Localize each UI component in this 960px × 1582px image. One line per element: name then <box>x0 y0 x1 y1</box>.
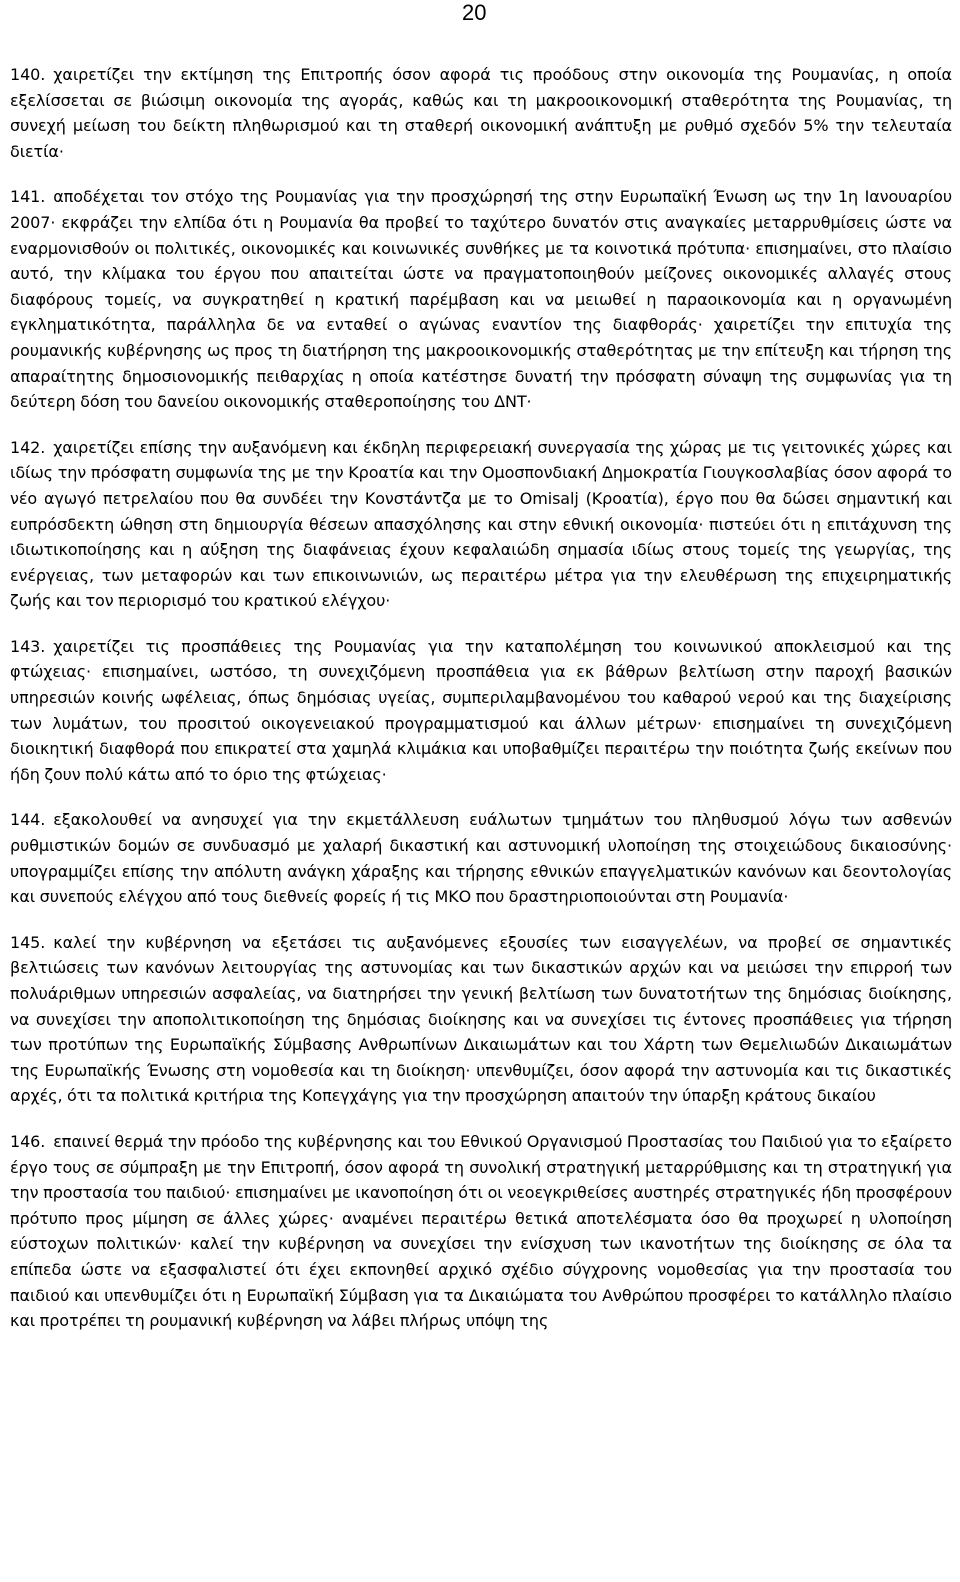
paragraph-144 <box>10 807 952 909</box>
paragraph-number: 140. <box>10 65 46 84</box>
page-number: 20 <box>462 0 487 25</box>
paragraph-text: καλεί την κυβέρνηση να εξετάσει τις αυξανόμενες εξουσίες των εισαγγελέων, να προβεί σε σημαντικές βελτιώσεις των κανόνων λειτουργίας της αστυνομίας και των δικαστικών αρχών και να μειώσει την επιρροή των πολυάριθμων υπηρεσιών ασφαλείας, να διατηρήσει την γενική βελτίωση των δυνατοτήτων της δημόσιας διοίκησης, να συνεχίσει την αποπολιτικοποίηση της δημόσιας διοίκησης και να συνεχίσει τις έντονες προσπάθειες για τήρηση των προτύπων της Ευρωπαϊκής Σύμβασης Ανθρωπίνων Δικαιωμάτων και του Χάρτη των Θεμελιωδών Δικαιωμάτων της Ευρωπαϊκής Ένωσης στη νομοθεσία και τη διοίκηση· υπενθυμίζει, όσον αφορά την αστυνομία και τις δικαστικές αρχές, ότι τα πολιτικά κριτήρια της Κοπεγχάγης για την προσχώρηση απαιτούν την ύπαρξη κράτους δικαίου <box>10 932 952 1106</box>
paragraph-text: εξακολουθεί να ανησυχεί για την εκμετάλλευση ευάλωτων τμημάτων του πληθυσμού λόγω των ασθενών ρυθμιστικών δομών σε συνδυασμό με χαλαρή δικαστική και αστυνομική υλοποίηση της στοιχειώδους δικαιοσύνης· υπογραμμίζει επίσης την απόλυτη ανάγκη χάραξης και τήρησης εθνικών επαγγελματικών κανόνων και δεοντολογίας και συνεπούς ελέγχου από τους διεθνείς φορείς ή τις ΜΚΟ που δραστηριοποιούνται στη Ρουμανία· <box>10 810 952 907</box>
paragraph-text: επαινεί θερμά την πρόοδο της κυβέρνησης και του Εθνικού Οργανισμού Προστασίας του Παιδιού για το εξαίρετο έργο τους σε σύμπραξη με την Επιτροπή, όσον αφορά τη συνολική στρατηγική μεταρρύθμισης και τη στρατηγική για την προστασία του παιδιού· επισημαίνει με ικανοποίηση ότι οι νεοεγκριθείσες αυστηρές στρατηγικές ήδη προσφέρουν πρότυπο προς μίμηση σε άλλες χώρες· αναμένει περαιτέρω θετικά αποτελέσματα όσο θα προχωρεί η υλοποίηση εύστοχων πολιτικών· καλεί την κυβέρνηση να συνεχίσει την ενίσχυση των ικανοτήτων της διοίκησης σε όλα τα επίπεδα ώστε να εξασφαλιστεί ότι έχει εκπονηθεί αρχικό σχέδιο σύγχρονης νομοθεσίας για την προστασία του παιδιού και υπενθυμίζει ότι η Ευρωπαϊκή Σύμβαση για τα Δικαιώματα του Ανθρώπου προσφέρει το κατάλληλο πλαίσιο και προτρέπει τη ρουμανική κυβέρνηση να λάβει πλήρως υπόψη της <box>10 1131 952 1331</box>
paragraph-143 <box>10 634 952 788</box>
paragraph-140 <box>10 62 952 164</box>
paragraph-number: 144. <box>10 810 46 830</box>
paragraph-text: χαιρετίζει την εκτίμηση της Επιτροπής όσον αφορά τις προόδους στην οικονομία της Ρουμανίας, η οποία εξελίσσεται σε βιώσιμη οικονομία της αγοράς, καθώς και τη μακροοικονομική σταθερότητα της Ρουμανίας, τη συνεχή μείωση του δείκτη πληθωρισμού και τη σταθερή οικονομική ανάπτυξη με ρυθμό σχεδόν 5% την τελευταία διετία· <box>10 65 952 161</box>
paragraph-number: 142. <box>10 437 46 457</box>
paragraph-number: 141. <box>10 187 46 207</box>
paragraph-text: χαιρετίζει τις προσπάθειες της Ρουμανίας για την καταπολέμηση του κοινωνικού αποκλεισμού και της φτώχειας· επισημαίνει, ωστόσο, τη συνεχιζόμενη προσπάθεια για εκ βάθρων βελτίωση στην παροχή βασικών υπηρεσιών κοινής ωφέλειας, όπως δημόσιας υγείας, συμπεριλαμβανομένου του καθαρού νερού και της διαχείρισης των λυμάτων, του προσιτού οικογενειακού προγραμματισμού και άλλων μέτρων· επισημαίνει τη συνεχιζόμενη διοικητική διαφθορά που επικρατεί στα χαμηλά κλιμάκια και υποβαθμίζει περαιτέρω την ποιότητα ζωής εκείνων που ήδη ζουν πολύ κάτω από το όριο της φτώχειας· <box>10 636 952 784</box>
paragraph-145 <box>10 930 952 1109</box>
paragraph-number: 145. <box>10 932 46 952</box>
paragraph-number: 146. <box>10 1131 46 1151</box>
paragraph-text: αποδέχεται τον στόχο της Ρουμανίας για την προσχώρησή της στην Ευρωπαϊκή Ένωση ως την 1η Ιανουαρίου 2007· εκφράζει την ελπίδα ότι η Ρουμανία θα προβεί το ταχύτερο δυνατόν στις αναγκαίες μεταρρυθμίσεις ώστε να εναρμονισθούν οι πολιτικές, οικονομικές και κοινωνικές συνθήκες με τα κοινοτικά πρότυπα· επισημαίνει, στο πλαίσιο αυτό, την κλίμακα του έργου που απαιτείται ώστε να πραγματοποιηθούν μείζονες οικονομικές αλλαγές στους διαφόρους τομείς, να συγκρατηθεί η κρατική παρέμβαση και να μειωθεί η παραοικονομία και η οργανωμένη εγκληματικότητα, παράλληλα δε να ενταθεί ο αγώνας εναντίον της διαφθοράς· χαιρετίζει την επιτυχία της ρουμανικής κυβέρνησης ως προς τη διατήρηση της μακροοικονομικής σταθερότητας με την επίτευξη και τήρηση της απαραίτητης δημοσιονομικής πειθαρχίας η οποία κατέστησε δυνατή την πρόσφατη σύναψη της συμφωνίας για τη δεύτερη δόση του δανείου οικονομικής σταθεροποίησης του ΔΝΤ· <box>10 187 952 412</box>
paragraph-142 <box>10 435 952 614</box>
document-body <box>10 62 952 1354</box>
paragraph-number: 143. <box>10 636 46 656</box>
paragraph-146 <box>10 1129 952 1334</box>
paragraph-text: χαιρετίζει επίσης την αυξανόμενη και έκδηλη περιφερειακή συνεργασία της χώρας με τις γειτονικές χώρες και ιδίως την πρόσφατη συμφωνία της με την Κροατία και την Ομοσπονδιακή Δημοκρατία Γιουγκοσλαβίας όσον αφορά το νέο αγωγό πετρελαίου που θα συνδέει την Κονστάντζα με το Omisalj (Κροατία), έργο που θα δώσει σημαντική και ευπρόσδεκτη ώθηση στη δημιουργία θέσεων απασχόλησης και στην εθνική οικονομία· πιστεύει ότι η επιτάχυνση της ιδιωτικοποίησης και η αύξηση της διαφάνειας έχουν κεφαλαιώδη σημασία ιδίως στους τομείς της γεωργίας, της ενέργειας, των μεταφορών και των επικοινωνιών, ως περαιτέρω μέτρα για την ελευθέρωση της επιχειρηματικής ζωής και τον περιορισμό του κρατικού ελέγχου· <box>10 437 952 611</box>
paragraph-141 <box>10 184 952 414</box>
